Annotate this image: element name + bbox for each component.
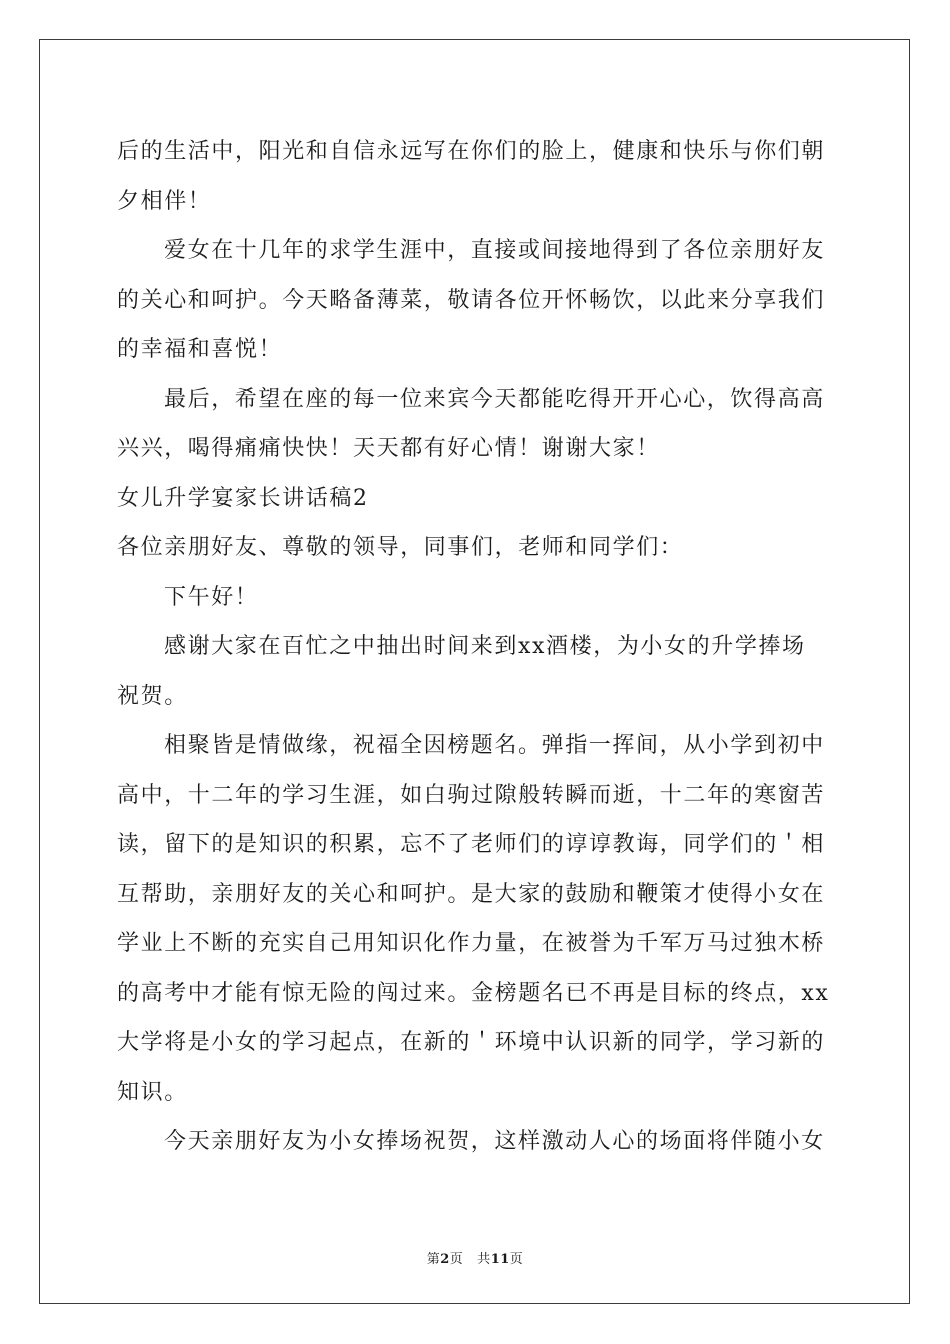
text-line: 相聚皆是情做缘，祝福全因榜题名。弹指一挥间，从小学到初中 bbox=[164, 733, 825, 758]
text-line: 大学将是小女的学习起点，在新的＇环境中认识新的同学，学习新的 bbox=[117, 1030, 826, 1055]
text-line: 爱女在十几年的求学生涯中，直接或间接地得到了各位亲朋好友 bbox=[164, 238, 825, 263]
text-line: 兴兴，喝得痛痛快快！天天都有好心情！谢谢大家！ bbox=[117, 436, 660, 461]
text-line: 各位亲朋好友、尊敬的领导，同事们，老师和同学们： bbox=[117, 535, 684, 560]
text-line: 下午好！ bbox=[164, 584, 259, 610]
text-line: 感谢大家在百忙之中抽出时间来到xx酒楼，为小女的升学捧场 bbox=[164, 634, 806, 659]
page-footer bbox=[0, 1248, 950, 1267]
text-line: 女儿升学宴家长讲话稿2 bbox=[117, 485, 369, 511]
footer-total-pages: 11 bbox=[490, 1252, 510, 1267]
text-line: 的高考中才能有惊无险的闯过来。金榜题名已不再是目标的终点，xx bbox=[117, 980, 830, 1006]
text-line: 的幸福和喜悦！ bbox=[117, 337, 283, 362]
text-line: 知识。 bbox=[117, 1079, 188, 1105]
text-line: 后的生活中，阳光和自信永远写在你们的脸上，健康和快乐与你们朝 bbox=[117, 139, 826, 164]
footer-total-suffix: 页 bbox=[509, 1252, 524, 1267]
text-line: 学业上不断的充实自己用知识化作力量，在被誉为千军万马过独木桥 bbox=[117, 931, 826, 956]
text-line: 读，留下的是知识的积累，忘不了老师们的谆谆教诲，同学们的＇相 bbox=[117, 832, 826, 857]
text-line: 最后，希望在座的每一位来宾今天都能吃得开开心心，饮得高高 bbox=[164, 386, 825, 412]
text-line: 夕相伴！ bbox=[117, 188, 212, 214]
text-line: 祝贺。 bbox=[117, 683, 188, 709]
text-line: 今天亲朋好友为小女捧场祝贺，这样激动人心的场面将伴随小女 bbox=[164, 1129, 825, 1154]
footer-page-suffix: 页 bbox=[449, 1252, 464, 1267]
text-line: 高中，十二年的学习生涯，如白驹过隙般转瞬而逝，十二年的寒窗苦 bbox=[117, 782, 826, 808]
footer-page-number: 2 bbox=[440, 1252, 450, 1267]
footer-page-prefix: 第 bbox=[426, 1252, 441, 1267]
text-line: 互帮助，亲朋好友的关心和呵护。是大家的鼓励和鞭策才使得小女在 bbox=[117, 881, 826, 907]
document-body bbox=[117, 127, 833, 1167]
footer-total-prefix: 共 bbox=[477, 1252, 491, 1267]
text-line: 的关心和呵护。今天略备薄菜，敬请各位开怀畅饮，以此来分享我们 bbox=[117, 287, 826, 313]
